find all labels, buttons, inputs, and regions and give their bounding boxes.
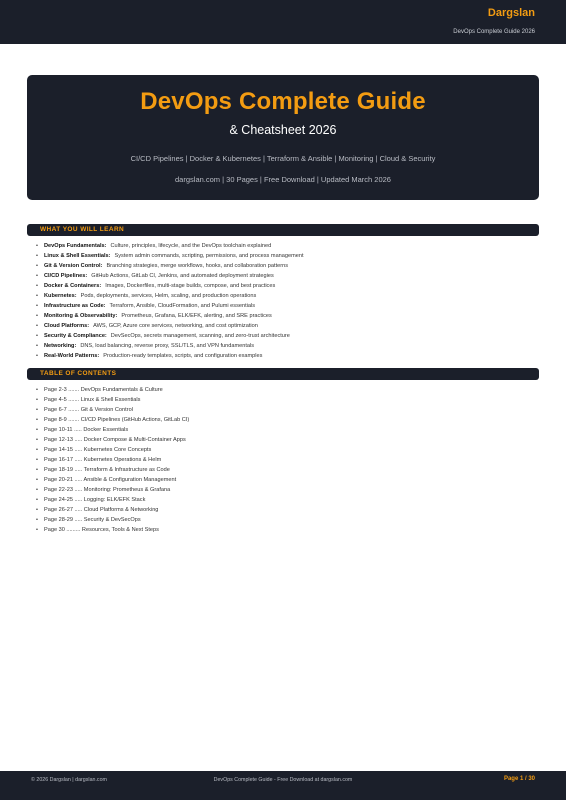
- item-desc: DNS, load balancing, reverse proxy, SSL/TLS, and VPN fundamentals: [80, 343, 255, 349]
- list-item: [36, 271, 304, 281]
- toc-item: [36, 495, 189, 505]
- bullet-icon: •: [36, 323, 38, 329]
- item-desc: Pods, deployments, services, Helm, scaling, and production operations: [80, 293, 257, 299]
- bullet-icon: •: [36, 447, 38, 453]
- bullet-icon: •: [36, 397, 38, 403]
- item-label: Docker & Containers:: [44, 283, 102, 289]
- page-number: Page 1 / 30: [503, 776, 535, 782]
- toc-entry: Page 18-19 ..... Terraform & Infrastructure as Code: [44, 467, 170, 473]
- toc-item: [36, 395, 189, 405]
- toc-entry: Page 14-15 ..... Kubernetes Core Concepts: [44, 447, 152, 453]
- page-title: DevOps Complete Guide: [140, 88, 426, 115]
- list-item: [36, 291, 304, 301]
- hero-banner: [27, 75, 539, 200]
- toc-entry: Page 30 ......... Resources, Tools & Next Steps: [44, 527, 159, 533]
- list-item: [36, 251, 304, 261]
- bullet-icon: •: [36, 427, 38, 433]
- item-desc: AWS, GCP, Azure core services, networking, and cost optimization: [93, 323, 258, 329]
- bullet-icon: •: [36, 407, 38, 413]
- bullet-icon: •: [36, 417, 38, 423]
- learn-list: [36, 241, 304, 361]
- bullet-icon: •: [36, 303, 38, 309]
- toc-item: [36, 385, 189, 395]
- section-heading-toc: TABLE OF CONTENTS: [40, 370, 117, 377]
- item-desc: Prometheus, Grafana, ELK/EFK, alerting, and SRE practices: [121, 313, 272, 319]
- brand-name: Dargslan: [487, 7, 535, 19]
- bullet-icon: •: [36, 457, 38, 463]
- item-label: Monitoring & Observability:: [44, 313, 118, 319]
- item-label: DevOps Fundamentals:: [44, 243, 107, 249]
- header-subtitle: DevOps Complete Guide 2026: [453, 29, 535, 35]
- toc-entry: Page 10-11 ..... Docker Essentials: [44, 427, 129, 433]
- bullet-icon: •: [36, 517, 38, 523]
- bullet-icon: •: [36, 437, 38, 443]
- bullet-icon: •: [36, 253, 38, 259]
- bullet-icon: •: [36, 343, 38, 349]
- item-label: Linux & Shell Essentials:: [44, 253, 111, 259]
- bullet-icon: •: [36, 497, 38, 503]
- toc-item: [36, 475, 189, 485]
- bullet-icon: •: [36, 283, 38, 289]
- section-header-toc: [27, 368, 539, 380]
- bullet-icon: •: [36, 243, 38, 249]
- toc-item: [36, 435, 189, 445]
- toc-entry: Page 6-7 ....... Git & Version Control: [44, 407, 133, 413]
- item-label: Security & Compliance:: [44, 333, 107, 339]
- section-header-learn: [27, 224, 539, 236]
- list-item: [36, 341, 304, 351]
- list-item: [36, 351, 304, 361]
- hero-topics: CI/CD Pipelines | Docker & Kubernetes | Terraform & Ansible | Monitoring | Cloud & Security: [130, 154, 436, 163]
- toc-entry: Page 16-17 ..... Kubernetes Operations & Helm: [44, 457, 162, 463]
- bullet-icon: •: [36, 477, 38, 483]
- list-item: [36, 321, 304, 331]
- hero-meta: dargslan.com | 30 Pages | Free Download | Updated March 2026: [175, 175, 391, 184]
- toc-entry: Page 4-5 ....... Linux & Shell Essentials: [44, 397, 141, 403]
- item-desc: Branching strategies, merge workflows, hooks, and collaboration patterns: [106, 263, 289, 269]
- top-header-bar: [0, 0, 566, 44]
- footer-copyright: © 2026 Dargslan | dargslan.com: [31, 777, 107, 783]
- list-item: [36, 301, 304, 311]
- item-desc: GitHub Actions, GitLab CI, Jenkins, and automated deployment strategies: [91, 273, 274, 279]
- toc-item: [36, 455, 189, 465]
- bullet-icon: •: [36, 353, 38, 359]
- item-label: Kubernetes:: [44, 293, 77, 299]
- toc-entry: Page 26-27 ..... Cloud Platforms & Networking: [44, 507, 159, 513]
- toc-item: [36, 485, 189, 495]
- bullet-icon: •: [36, 507, 38, 513]
- bullet-icon: •: [36, 273, 38, 279]
- bullet-icon: •: [36, 487, 38, 493]
- item-desc: System admin commands, scripting, permissions, and process management: [114, 253, 304, 259]
- list-item: [36, 261, 304, 271]
- toc-entry: Page 22-23 ..... Monitoring: Prometheus & Grafana: [44, 487, 171, 493]
- section-heading-learn: WHAT YOU WILL LEARN: [40, 226, 125, 233]
- bullet-icon: •: [36, 527, 38, 533]
- item-desc: Terraform, Ansible, CloudFormation, and Pulumi essentials: [109, 303, 256, 309]
- item-label: CI/CD Pipelines:: [44, 273, 88, 279]
- page-footer: [0, 771, 566, 800]
- toc-entry: Page 20-21 ..... Ansible & Configuration Management: [44, 477, 177, 483]
- bullet-icon: •: [36, 387, 38, 393]
- list-item: [36, 281, 304, 291]
- toc-item: [36, 445, 189, 455]
- toc-item: [36, 525, 189, 535]
- item-desc: Production-ready templates, scripts, and configuration examples: [103, 353, 263, 359]
- hero-subtitle: & Cheatsheet 2026: [229, 123, 337, 137]
- bullet-icon: •: [36, 333, 38, 339]
- bullet-icon: •: [36, 293, 38, 299]
- bullet-icon: •: [36, 313, 38, 319]
- toc-item: [36, 505, 189, 515]
- toc-entry: Page 24-25 ..... Logging: ELK/EFK Stack: [44, 497, 146, 503]
- toc-entry: Page 28-29 ..... Security & DevSecOps: [44, 517, 141, 523]
- bullet-icon: •: [36, 263, 38, 269]
- toc-entry: Page 2-3 ....... DevOps Fundamentals & Culture: [44, 387, 163, 393]
- list-item: [36, 311, 304, 321]
- item-desc: Images, Dockerfiles, multi-stage builds, compose, and best practices: [105, 283, 276, 289]
- list-item: [36, 331, 304, 341]
- bullet-icon: •: [36, 467, 38, 473]
- item-desc: Culture, principles, lifecycle, and the DevOps toolchain explained: [110, 243, 272, 249]
- item-label: Infrastructure as Code:: [44, 303, 106, 309]
- item-label: Real-World Patterns:: [44, 353, 100, 359]
- list-item: [36, 241, 304, 251]
- item-label: Cloud Platforms:: [44, 323, 90, 329]
- item-desc: DevSecOps, secrets management, scanning, and zero-trust architecture: [110, 333, 290, 339]
- toc-entry: Page 12-13 ..... Docker Compose & Multi-Container Apps: [44, 437, 186, 443]
- item-label: Networking:: [44, 343, 77, 349]
- toc-item: [36, 415, 189, 425]
- toc-item: [36, 465, 189, 475]
- toc-item: [36, 405, 189, 415]
- footer-center-text: DevOps Complete Guide - Free Download at dargslan.com: [213, 777, 353, 783]
- toc-list: [36, 385, 189, 535]
- toc-item: [36, 515, 189, 525]
- item-label: Git & Version Control:: [44, 263, 103, 269]
- toc-entry: Page 8-9 ....... CI/CD Pipelines (GitHub Actions, GitLab CI): [44, 417, 190, 423]
- toc-item: [36, 425, 189, 435]
